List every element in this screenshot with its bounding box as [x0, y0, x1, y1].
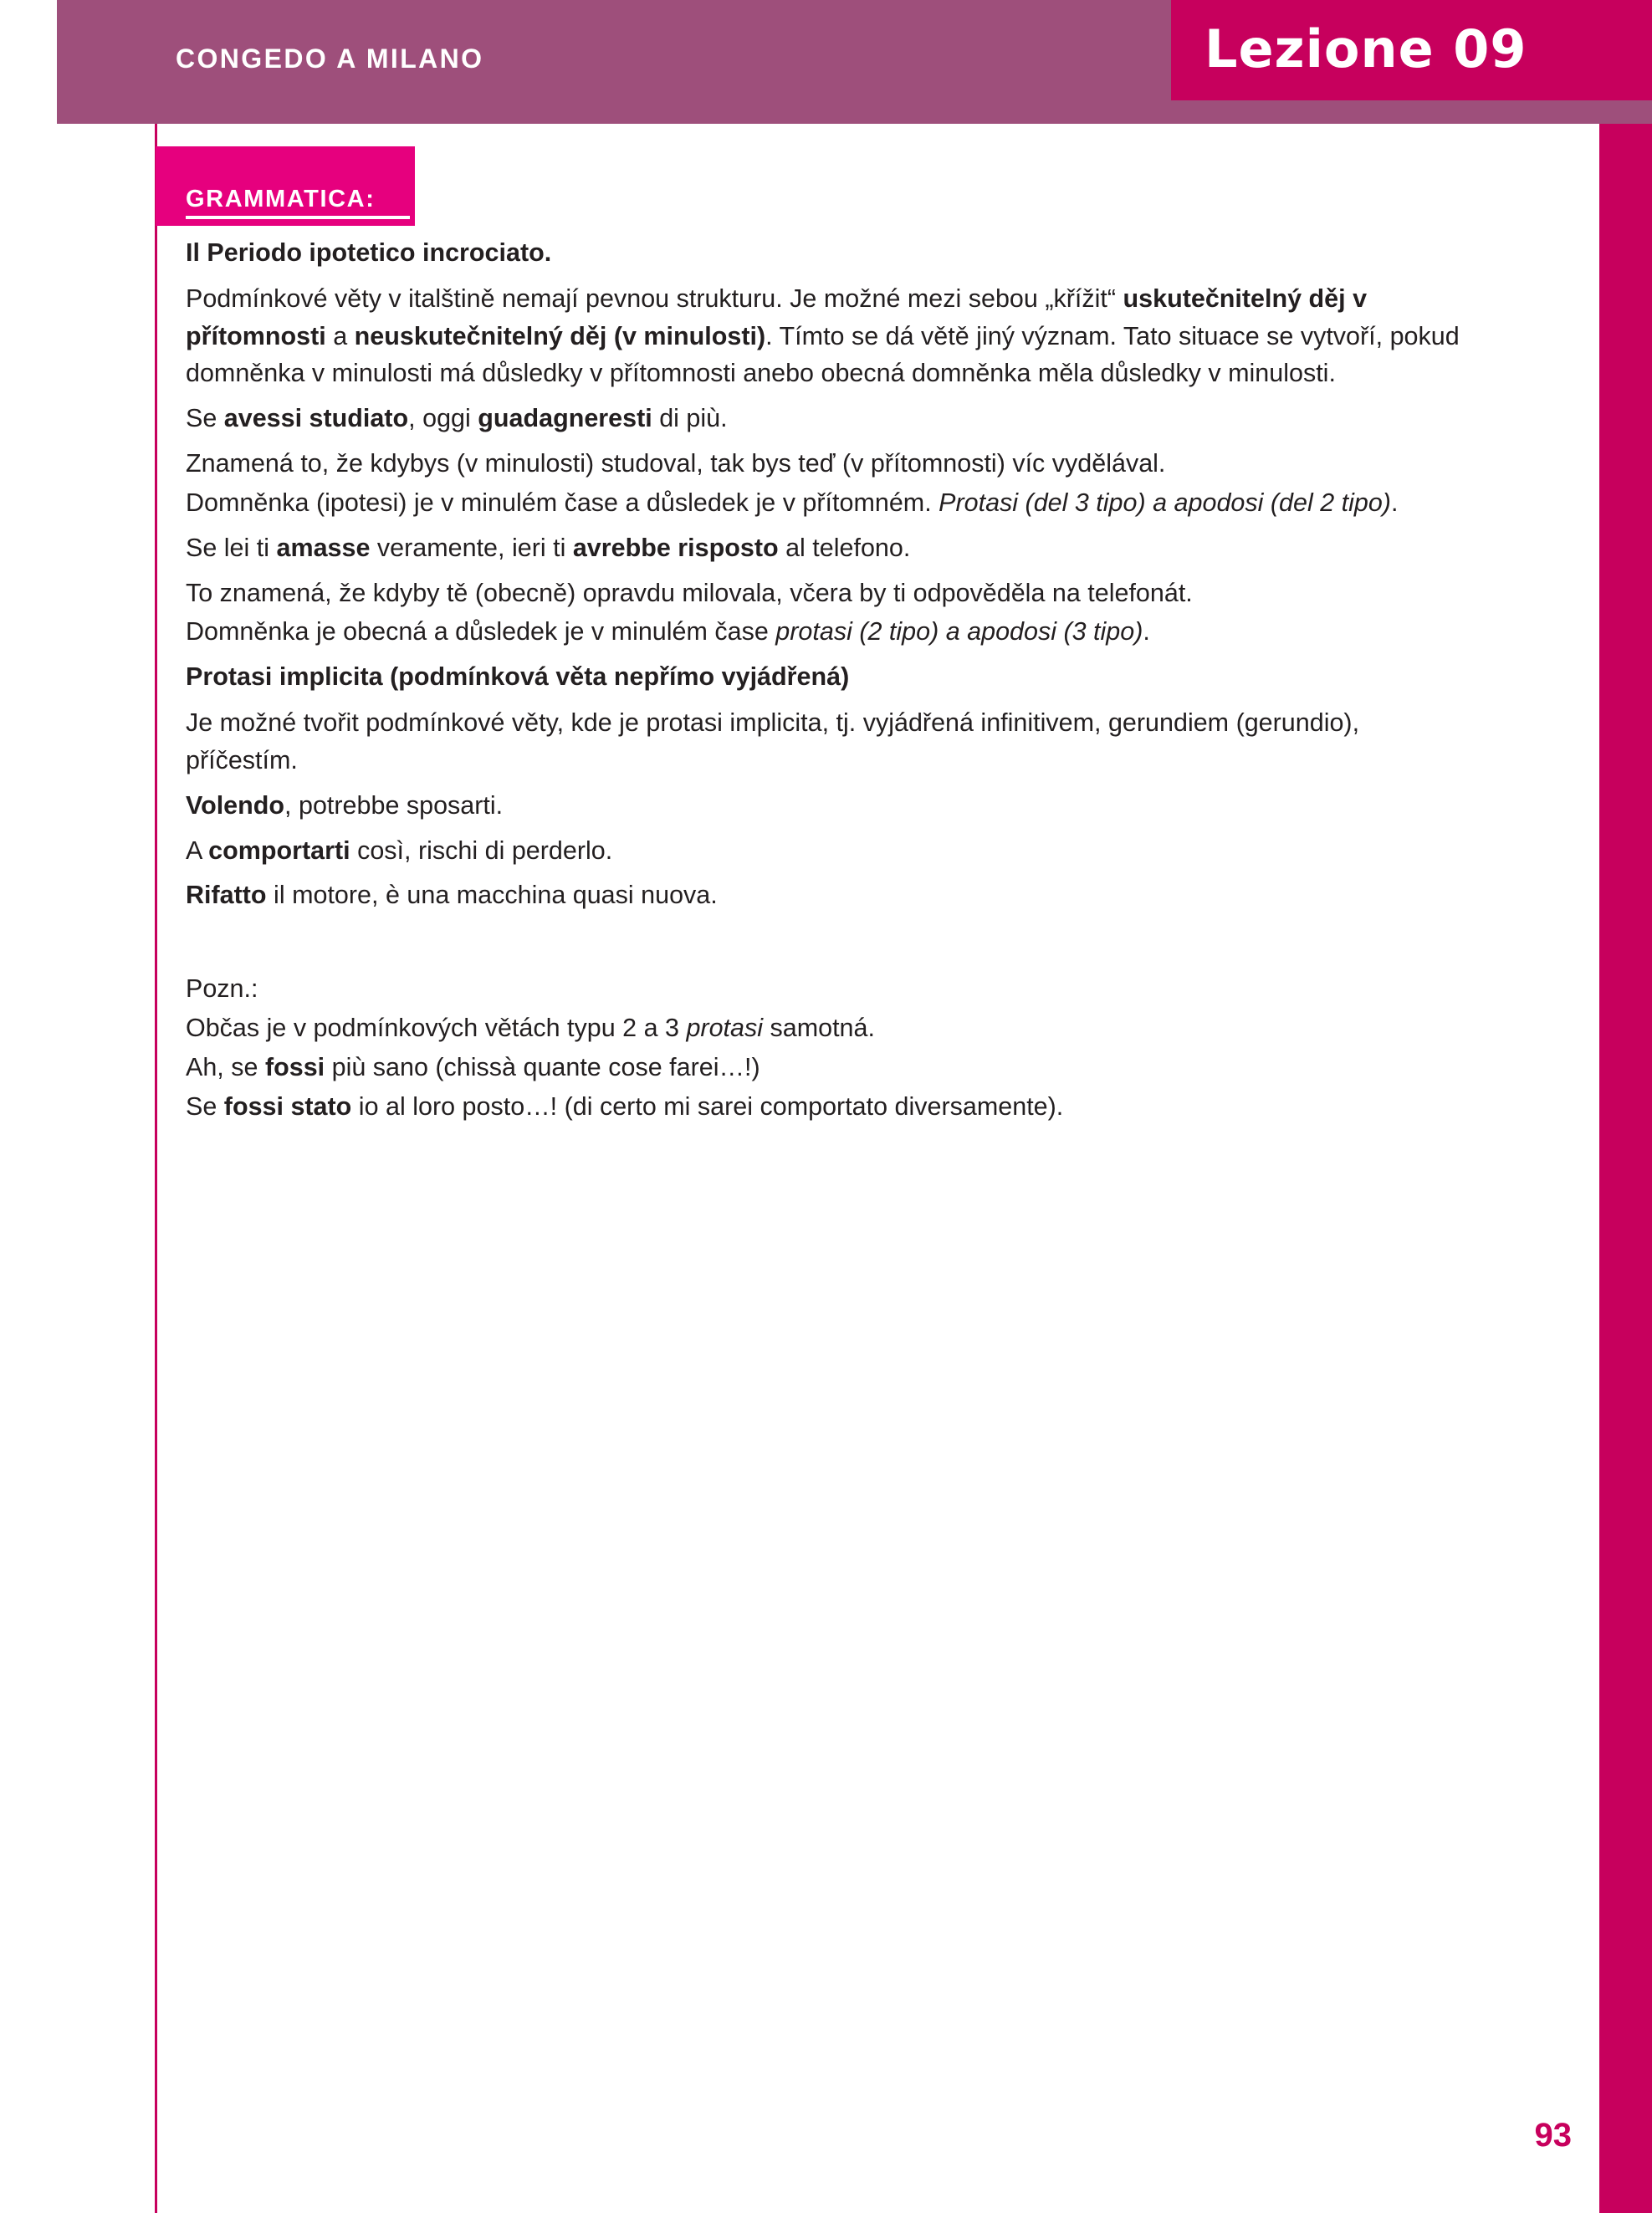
page-number: 93 [1534, 2117, 1572, 2154]
note-line-1 [186, 1009, 1474, 1047]
example-4-bold: comportarti [208, 836, 350, 865]
example-2-text-2: veramente, ieri ti [370, 533, 573, 562]
example-4-text-1: A [186, 836, 209, 865]
note-3-text-1: Se [186, 1091, 224, 1121]
note-3-bold: fossi stato [223, 1091, 352, 1121]
content-title: Il Periodo ipotetico incrociato. [186, 238, 552, 267]
example-1 [186, 400, 1474, 437]
paragraph-explanation-3: To znamená, že kdyby tě (obecně) opravdu milovala, včera by ti odpověděla na telefonát. [186, 578, 1193, 607]
example-3-bold: Volendo [186, 790, 285, 820]
intro-text-3: . Tímto se dá větě jiný význam. Tato situace se vytvoří, pokud domněnka v minulosti má důsledky v přítomnosti anebo obecná domněnka měla důsledky v minulosti. [186, 321, 1460, 388]
example-1-bold-2: guadagneresti [478, 404, 652, 433]
example-5-text: il motore, è una macchina quasi nuova. [266, 881, 718, 910]
example-1-text-1: Se [186, 404, 224, 433]
example-1-text-2: , oggi [408, 404, 478, 433]
explanation-2-text-2: . [1390, 488, 1399, 517]
header-left-margin [0, 0, 57, 124]
explanation-2-text-1: Domněnka (ipotesi) je v minulém čase a důsledek je v přítomném. [186, 488, 939, 517]
note-1-text-2: samotná. [763, 1014, 875, 1043]
left-margin-rule [155, 124, 157, 2213]
explanation-4-italic: protasi (2 tipo) a apodosi (3 tipo) [775, 617, 1143, 647]
note-line-3 [186, 1088, 1474, 1126]
example-5 [186, 877, 1474, 914]
grammatica-label: GRAMMATICA: [186, 186, 376, 212]
lesson-tab-label: Lezione 09 [1204, 18, 1527, 79]
paragraph-explanation-2 [186, 484, 1474, 522]
page-content [186, 234, 1474, 1127]
paragraph-explanation-4 [186, 613, 1474, 651]
example-2 [186, 529, 1474, 567]
example-2-bold-1: amasse [276, 533, 371, 562]
intro-bold-1: uskutečnitelný děj v přítomnosti [186, 284, 1368, 350]
explanation-4-text-1: Domněnka je obecná a důsledek je v minulém čase [186, 617, 776, 647]
grammatica-label-underline [186, 216, 410, 219]
note-line-2 [186, 1049, 1474, 1086]
paragraph-protasi-implicita: Je možné tvořit podmínkové věty, kde je protasi implicita, tj. vyjádřená infinitivem, gerundiem (gerundio), příčestím. [186, 708, 1360, 774]
example-2-text-1: Se lei ti [186, 533, 277, 562]
example-2-text-3: al telefono. [778, 533, 911, 562]
note-1-italic: protasi [686, 1014, 764, 1043]
intro-bold-2: neuskutečnitelný děj (v minulosti) [354, 321, 766, 350]
example-3-text: , potrebbe sposarti. [284, 790, 504, 820]
right-margin-strip [1599, 124, 1652, 2213]
example-1-text-3: di più. [652, 404, 728, 433]
intro-text-2: a [325, 321, 355, 350]
note-2-bold: fossi [264, 1052, 325, 1081]
note-2-text-2: più sano (chissà quante cose farei…!) [325, 1052, 760, 1081]
example-4 [186, 832, 1474, 870]
lesson-tab [1171, 0, 1652, 100]
example-4-text-2: così, rischi di perderlo. [350, 836, 613, 865]
example-3 [186, 787, 1474, 825]
example-2-bold-2: avrebbe risposto [572, 533, 779, 562]
note-3-text-2: io al loro posto…! (di certo mi sarei comportato diversamente). [351, 1091, 1064, 1121]
note-2-text-1: Ah, se [186, 1052, 265, 1081]
example-5-bold: Rifatto [186, 881, 267, 910]
running-title: CONGEDO A MILANO [176, 43, 484, 74]
note-label: Pozn.: [186, 974, 258, 1004]
paragraph-explanation-1: Znamená to, že kdybys (v minulosti) studoval, tak bys teď (v přítomnosti) víc vydělával. [186, 449, 1166, 478]
paragraph-intro [186, 280, 1474, 392]
note-1-text-1: Občas je v podmínkových větách typu 2 a 3 [186, 1014, 687, 1043]
content-spacer [186, 922, 1474, 970]
example-1-bold-1: avessi studiato [223, 404, 409, 433]
explanation-4-text-2: . [1143, 617, 1150, 647]
explanation-2-italic: Protasi (del 3 tipo) a apodosi (del 2 tipo) [939, 488, 1391, 517]
intro-text-1: Podmínkové věty v italštině nemají pevnou strukturu. Je možné mezi sebou „křížit“ [186, 284, 1123, 313]
subheading-protasi-implicita: Protasi implicita (podmínková věta nepřímo vyjádřená) [186, 662, 850, 692]
